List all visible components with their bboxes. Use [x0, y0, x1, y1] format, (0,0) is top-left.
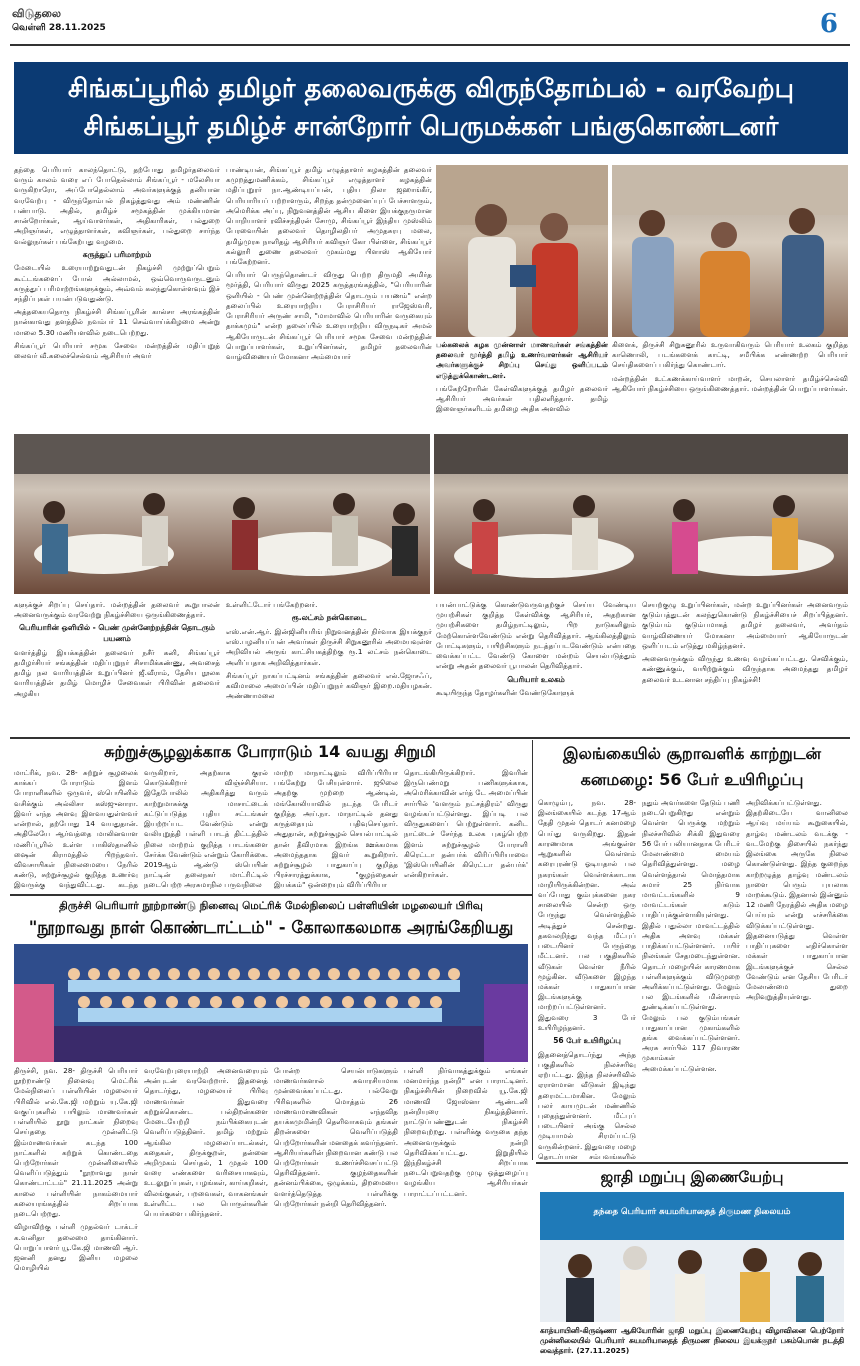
- lead-bottom-column-4: [642, 600, 848, 732]
- lead-paragraph: பயன்பாட்டுக்கு கொண்டுவருவதற்குச் செய்ய வேண்டிய முயற்சிகள் குறித்த கேள்விக்கு ஆசிரியர், அதற்கான முயற்சிகளை தமிழ்நாட்டிலும், பிற நாடுகளிலும் மேற்கொள்ளவேண்டும் என்று தெரிவித்தார். ஆங்கிலத்திலும் போட்டிகளும், பயிற்சிகளும் நடத்தப்படவேண்டும் என்பதை வைக்கப்பட்ட வேண்டு கோளை மன்றம் செயல்படுத்தும் என்று அதன் தலைவர் பூபாலன் தெரிவித்தார்.: [436, 600, 636, 671]
- lead-paragraph: சிங்கப்பூர் நாகப்பட்டினம் சங்கத்தின் தலைவர் எல்.ஜோசஃப், கவிமாலை அமைப்பின் மதிப்புறுநர் கவிஞர் இறை.மதியழகன். அண்ணாமலை: [226, 670, 432, 701]
- lead-subheading: கருத்துப் பரிமாற்றம்: [82, 249, 152, 259]
- lead-column-2: [226, 165, 432, 430]
- lead-bottom-column-1: [14, 600, 220, 732]
- lead-photo-audience-left: [14, 434, 430, 594]
- photo-audience-illustration: [14, 434, 430, 594]
- story5-caption: காத்யாயினி-கிருஷ்ணா ஆகியோரின் ஜாதி மறுப்பு இணையேற்பு விழாவினை பெற்றோர் முன்னிலையில் பெரியார் சுயமரியாதைத் திருமண நிலைய இயக்குநர் பசும்பொன் நடத்தி வைத்தார். (27.11.2025): [540, 1326, 844, 1356]
- lead-headline-2: சிங்கப்பூர் தமிழ்ச் சான்றோர் பெருமக்கள் பங்குகொண்டனர்: [83, 112, 779, 142]
- lead-paragraph: கூடியிருந்த தோழர்களின் வேண்டுகோளுக்: [436, 688, 575, 698]
- lead-subheading: பெரியார் உலகம்: [507, 674, 565, 684]
- lead-paragraph: களுக்குச் சிறப்பு செய்தார். மன்றத்தின் தலைவர் கூறுபாலன் அனைவருக்கும் வரவேற்று நிகழ்ச்சியை ஒருங்கிணைத்தார்.: [14, 600, 220, 620]
- story4-column-2: வரவேற்புரையாற்றி அனைவரையும் அன்புடன் வரவேற்றார். இதனைத் தொடர்ந்து, மழலையர் பிரிவு மாணவர்கள் இதுவரை கற்றுக்கொண்ட பல்திறன்களை மேடையேற்றி நம்பிக்கையுடன் வெளிப்படுத்தினர். தமிழ் மற்றும் ஆங்கில மழலைப்பாடல்கள், கதைகள், திருக்குறள், தன்னை அறிமுகம் செய்தல், 1 முதல் 100 வரை எண்களை வரிசையாகவும், உடலுறுப்புகள், பழங்கள், காய்கறிகள், விலங்குகள், பறவைகள், வாகனங்கள் உள்ளிட்ட பல பொருள்களின் பெயர்களை பகிர்ந்தனர்.: [144, 1066, 268, 1219]
- photo-people-illustration: [436, 165, 608, 337]
- story2-column-3: மாற்ற மாநாட்டிலும் விரிப்பிரியா பங்கேற்று பேசியுள்ளார். ஜூலை அதற்கு முற்றை ஆண்டில், மங்கோலியாவில் நடந்த பேரிடர் குறித்த அய்.நா. மாநாட்டில் தனது கருத்தையும் பதிவுசெய்தார். அதுதான், சுற்றுச்சூழல் செயல்பாட்டில் தான் தீவிரமாக இறங்க ஊக்கமாக அமைந்ததாக இவர் கூறுகிறார். சுற்றுச்சூழல் பாதுகாப்பு குறித்த பிரச்சாரத்துக்காக, "குழந்தைகள் இயக்கம்" ஒன்றையும் விரிப்பிரியா: [274, 768, 398, 890]
- lead-headline-1: சிங்கப்பூரில் தமிழர் தலைவருக்கு விருந்தோம்பல் - வரவேற்பு: [67, 74, 795, 104]
- lead-photo2-caption: [612, 340, 848, 432]
- story3-paragraph: இதனைத்தொடர்ந்து அந்த பகுதிகளில் நிலச்சரிவு ஏற்பட்டது. இந்த நிலச்சரிவில் ஏராளமான வீடுகள் இடிந்து தரைமட்டமாகின. மேலும் பலர் காயமுடன் மண்ணில் புதைந்துள்ளனர். மீட்புப் படையினர் அங்கு செல்ல முடியாமல் சிரமப்பட்டு வருகின்றனர். இதுவரை மழை தொடர்பான சம்பவங்களில்: [538, 1049, 636, 1160]
- lead-photo1-caption: [436, 340, 608, 432]
- photo-audience-illustration: [434, 434, 848, 594]
- masthead: [0, 0, 860, 46]
- story4-headline-1: திருச்சி பெரியார் நூற்றாண்டு நினைவு மெட்ரிக் மேல்நிலைப் பள்ளியின் மழலையர் பிரிவு: [59, 900, 483, 912]
- lead-paragraph: வளர்த்திழ் இயக்கத்தின் தலைவர் நசீர் கனி, சிங்கப்பூர் தமிழர்சியர் சங்கத்தின் மதிப்புறுநர் சிசாமிக்கண்ணு, அவசைத் தமிழ் நல வாரியத்தின் உறுப்பினர் ஜீ.வீராம், தேசிய நூலக வாரியத்தின் தமிழ் மொழிச் சேவைகள் பிரிவின் தலைவர் அழகிய: [14, 647, 220, 698]
- lead-paragraph: அத்தகையதொரு நிகழ்ச்சி சிங்கப்பூரின் கால்சா அரங்கத்தின் நான்காவது தளத்தில் நவம்பர் 11 செவ்வாய்க்கிழமை அன்று மாலை 5.30 மணியளவில் நடைபெற்றது.: [14, 307, 220, 337]
- section-rule: [10, 737, 850, 739]
- lead-paragraph: கிளைக், திருச்சி சிறுகனூரில் உருவாகிவரும் பெரியார் உலகம் குறித்த காணொலி, படங்களைக் காட்டி, சமீபிக்க எண்ணற்ற பெரியார் செய்திகளைப் பகிர்ந்து கொண்டார்.: [612, 340, 848, 370]
- story2-headline: சுற்றுச்சூழலுக்காக போராடும் 14 வயது சிறுமி: [104, 742, 436, 761]
- story3-paragraph: நதும் அவர்களை தேடும் பணி நடைபெறுகிறது என்றும் வெள்ள பெருக்கு மற்றும் நிலச்சரிவில் சிக்கி இதுவரை 56 பேர் பலியானதாக பேரிடர் மேலாண்மை மையம் தெரிவித்துள்ளது. மழை வெள்ளத்தால் மொத்தமாக சுமார் 25 நிர்வாக மாவட்டங்களில் 9 மாவட்டங்கள் கடும் பாதிப்புக்குள்ளாகியுள்ளது. இதில் பதுல்லா மாவட்டத்தில் அதிக அளவு மக்கள் பாதிக்கப்பட்டுள்ளனர். பயிர் நிலங்கள் சேதமடைந்துள்ளன. தொடர் மழையின் காரணமாக பள்ளிகளுக்கும் விடுமுறை அளிக்கப்பட்டுள்ளது. மேலும் பல இடங்களில் மின்சாரம் துண்டிக்கப்பட்டுள்ளது. மேலும் பல குடும்பங்கள் பாதுகாப்பான முகாம்களில் தங்க வைக்கப்பட்டுள்ளனர். அரசு சார்பில் 117 நிவாரண முகாம்கள் அமைக்கப்பட்டுள்ளன.: [642, 798, 740, 1073]
- story3-headline-2: கனமழை: 56 பேர் உயிரிழப்பு: [580, 770, 804, 789]
- story4-column-4: பள்ளி நிர்வாகத்துக்கும் எங்கள் மனமார்ந்த நன்றி" என பாராட்டினர். நிகழ்ச்சியின் நிறைவில் யூ.கே.ஜி மாணவி ஜோஸ்னா ஆண்டனி நன்றியுரை நிகழ்த்தினார். நாட்டுப்பண்ணுடன் நிகழ்ச்சி நிறைவுற்றது. பள்ளிக்கு வருகை தந்த அனைவருக்கும் நன்றி தெரிவிக்கப்பட்டது. இறுதியில் இந்நிகழ்ச்சி சிறப்பாக நடைபெறுவதற்கு முழு ஒத்துழைப்பு வழங்கிய ஆசிரியர்கள் பாராட்டப்பட்டனர்.: [404, 1066, 528, 1198]
- lead-bottom-column-3: [436, 600, 636, 732]
- story5-banner: தந்தை பெரியார் சுயமரியாதைத் திருமண நிலையம்: [593, 1207, 791, 1217]
- story3-subheading: 56 பேர் உயிரிழப்பு: [553, 1036, 621, 1046]
- story3-column-1: [538, 798, 636, 1160]
- lead-paragraph: மேடையில் உரையாற்றுவதுடன் நிகழ்ச்சி முற்றுப்பெறும் கூட்டங்களைப் போல் அல்லாமல், ஒவ்வொருவருடனும் கருத்துப் பரிமாற்றங்களுக்கும், அவ்வம் கலந்துகொள்ளவும் இச் சந்திப்புகள் பயன்படுவதுண்டு.: [14, 263, 220, 304]
- story2-column-4: தொடங்கியிருக்கிறார். இவரின் இருபெண்மறு பணிகளுக்காக, அமெரிக்காவின் எர்த் டே அமைப்பின் சார்பில் 'வளரும் நட்சத்திரம்' விருது வழங்கப்பட்டுள்ளது. இப்படி பல விருதுகளைப் பெற்றுள்ளார். கனிட நாட்டைச் சேர்ந்த உலக புகழ்பெற்ற இளம் சுற்றுச்சூழல் போராளி கிரெட்டா தன்பர்க் விரிப்பிரியாவை 'இஸ்பெயினின் கிரெட்டா தன்பர்க்' என்கிறார்கள்.: [404, 768, 528, 880]
- lead-paragraph: தந்தை பெரியார் காலந்தொட்டு, தற்போது தமிழர்தலைவர் வரும் காலம் வரை எப் போதெல்லாம் சிங்கப்பூர் - மலேசியா வருகிறாரோ, அப்போதெல்லாம் அவர்களுக்குத் தனியான வரவேற்பு - விருந்தோம்பல் நிகழ்த்துவது அம் மண்ணின் பண்பாடு. அதில், தமிழ்ச் சமூகத்தின் முக்கியமான சான்றோர்கள், ஆய்வாளர்கள், அதிகாரிகள், பல்துறை அறிஞர்கள், எழுத்தாளர்கள், கவிஞர்கள், பல்துறை சார்ந்த வல்லுநர்கள் பங்கேற்பது வழமை.: [14, 165, 220, 246]
- story4-paragraph: திருச்சி, நவ. 28- திருச்சி பெரியார் நூற்றாண்டு நினைவு மெட்ரிக் மேல்நிலைப் பள்ளியின் மழலையர் பிரிவில் எல்.கே.ஜி மற்றும் யு.கே.ஜி வகுப்புகளில் பயிலும் மாணவர்கள் பள்ளியில் நூறு நாட்கள் நிறைவு செய்ததை முன்னிட்டு இம்மாணவர்கள் கடந்த 100 நாட்களில் கற்றுக் கொண்டதை பெற்றோர்கள் முன்னிலையில் வெளிப்படுத்தும் "நூறாவது நாள் கொண்டாட்டம்" 21.11.2025 அன்று காலை பள்ளியின் நாகம்மையார் கலையரங்கத்தில் சிறப்பாக நடைபெற்றது.: [14, 1066, 138, 1219]
- photo-caption: பல்கலைக் கழக முன்னாள் மாணவர்கள் சங்கத்தின் தலைவர் மூர்த்தி தமிழ் உணர்வாளர்கள் ஆசிரியர் அவர்களுக்குச் சிறப்பு செய்து ஒளிப்படம் எடுத்துக்கொண்டனர்.: [436, 340, 608, 380]
- lead-photo-award: [436, 165, 608, 337]
- story2-column-2: வருகிறார், அதற்காக குரல் கொடுக்கிறார் விஞ்ச்சிசியா. இதேபோலில் அதிகரித்து வரும் காற்றுமாசுக்கு மாசாட்டைக் கட்டுப்படுத்த புதிய சட்டங்கள் இயற்றப்பட வேண்டும் என்று வலியுறுத்தி பள்ளி பாடத் திட்டத்தில் நிலை மாற்றம் குறித்த பாடங்களை சேர்க்க வேண்டும் என்றும் கோரிக்கை. 2019ஆம் ஆண்டு ஸ்பெயின் நாட்டின் தலைநகர் மாட்ரிட்டில் நடைபெற்ற அரசுமாநில பருவநிலை: [144, 768, 268, 890]
- section-rule: [10, 894, 532, 896]
- lead-headline-band: [14, 62, 848, 154]
- lead-paragraph: சிங்கப்பூர் பெரியார் சமூக சேவை மன்றத்தின் மதிப்புறுத் லைவர் வீ.கலைச்செல்வம் ஆசிரியர் அவர்: [14, 340, 220, 361]
- story3-column-2: [642, 798, 740, 1160]
- lead-paragraph: அனைவருக்கும் விருந்து உணவு வழங்கப்பட்டது. செவிக்கும், கண்ணுக்கும், வயிற்றுக்கும் விருந்தாக அமைந்தது தமிழர் தலைவர் உடனான சந்திப்பு நிகழ்ச்சி!: [642, 654, 848, 684]
- story4-headline-2: "நூறாவது நாள் கொண்டாட்டம்" - கோலாகலமாக அரங்கேறியது: [28, 918, 514, 937]
- story4-photo: [14, 944, 528, 1062]
- masthead-rule: [10, 44, 850, 46]
- story5-headline: ஜாதி மறுப்பு இணையேற்பு: [600, 1168, 784, 1186]
- story3-headline-1: இலங்கையில் சூறாவளிக் காற்றுடன்: [563, 744, 821, 763]
- lead-subheading: பெரியாரின் ஒளியில் - பெண் முன்னேற்றத்தின் தொடரும் பயணம்: [19, 623, 215, 644]
- lead-paragraph: உள்ளிட்டோர் பங்கேற்றனர்.: [226, 600, 318, 609]
- paper-name: விடுதலை: [12, 7, 62, 20]
- lead-photo-audience-right: [434, 434, 848, 594]
- story5-box: [536, 1162, 848, 1362]
- story4-column-3: போன்ற செயல்பாடுகளும் மாணவர்களால் சுவாரசியமாக முன்வைக்கப்பட்டது. பல்வேறு பிரிவுகளில் மொத்தம் 26 மாணவமாணவிகள் எந்தவித தயக்கமுமின்றி தெளிவாகவும் தங்கள் திறன்களை வெளிப்படுத்தி பெற்றோர்களின் மனதைக் கவர்ந்தனர். ஆசிரியர்களின் நிறைவான கண்டு பல பெற்றோர்கள் உணர்ச்சிவசப்பட்டு தெரிவித்தனர். குழந்தைகளின் தன்னம்பிக்கை, ஒழுக்கம், திறமையை வளர்த்தெடுத்த பள்ளிக்கு பெற்றோர்கள் நன்றி தெரிவித்தனர்.: [274, 1066, 398, 1208]
- lead-paragraph: பெரியார் பெருந்தொண்டர் விருது பெற்ற திருமதி அமிர்த மூர்த்தி, பெரியார் விருது 2025 கருத்தரங்கத்தில், "பெரியாரின் ஒளியில் - பெண் முன்னேற்றத்தின் தொடரும் பயணம்" என்ற தலைப்பில் உரையாற்றிய பேராசிரியர் ராஜேஸ்வரி, பேராசிரியர் அருண் சாமி, "மாமாவில் பெரியாரின் வருகையும் தாக்கமும்" என்ற தலைப்பில் உரையாற்றிய விருநடிகர் அமல் ஆகியோருடன் சிங்கப்பூர் பெரியார் சமூக சேவை மன்றத்தின் பொறுப்பாளர்கள், உறுப்பினர்கள், தமிழர் தலைவரின் வாழ்விணையர் மோகனா அம்மையார்: [226, 270, 432, 361]
- story3-paragraph: கொழும்பு, நவ. 28- இலங்கையில் கடந்த 17ஆம் தேதி முதல் தொடர் கனமழை பெய்து வருகிறது. இதன் காரணமாக அங்குள்ள ஆறுகளில் வெள்ளம் கரைபுரண்டு ஓடியதால் பல நகரங்கள் வெள்ளக்காடாக மாறியிருக்கின்றன. அவ் வப்போது கும்புக்கனை நகர சாலையில் சென்ற ஒரு பேருந்து வெள்ளத்தில் அடித்துச் சென்றது. தகவலறிந்து வந்த மீட்புப் படையினர் பேருந்தை மீட்டனர். பல பகுதிகளில் வீடுகள் வெள்ள நீரில் மூழ்கின. வீடுகளை இழந்த மக்கள் பாதுகாப்பான இடங்களுக்கு மாற்றப்பட்டுள்ளனர். இதுவரை 3 பேர் உயிரிழந்தனர்.: [538, 798, 636, 1032]
- story2-column-1: மாட்ரிக், நவ. 28- சுற்றுச் சூழலைக் காக்கப் போராடும் இளம் போராளிகளில் ஒருவர், ஸ்பெயினில் வசிக்கும் அல்லிசா கஸ்ஜுனாரா. இவர் எந்த அளவு இளவயதுள்ளவர் என்றால், தற்போது 14 வயதுதான். அதிலேயே ஆர்வத்தை மாலினவாள மணிப்பூரில் உள்ள பாகிஸ்தானில் ஷைன் கிராமத்தில் பிறந்தவர். விவசாயிகள் நிலைமையை நேரில் கண்டு, சுற்றுச்சூழல் குறித்த உணர்வு இவருக்கு வந்துவிட்டது. கடந்த: [14, 768, 138, 890]
- lead-photo-honour: [612, 165, 848, 337]
- story3-paragraph: அறிவிக்கப்பட்டுள்ளது. இதற்கிடையே வானிலை ஆய்வு மய்யம் கூறுகையில், தாழ்வு மண்டலம் வடக்கு - வடமேற்கு திசையில் நகர்ந்து இலங்கை அருகே நிலை கொண்டுள்ளது. இந்த குறைந்த காற்றழுத்த தாழ்வு மண்டலம் நாளை பெரும் புயலாக மாறக்கூடும். இதனால் இன்னும் 12 மணி நேரத்தில் அதிக மழை பெய்யும் என்று எச்சரிக்கை விடுக்கப்பட்டுள்ளது. இதனையடுத்து வெள்ள பாதிப்புகளை எதிர்கொள்ள மக்கள் பாதுகாப்பான இடங்களுக்குச் செல்ல வேண்டும் என தேசிய பேரிடர் மேலாண்மை துறை அறிவுறுத்தியுள்ளது.: [746, 798, 848, 1002]
- photo-people-illustration: [612, 165, 848, 337]
- lead-column-1: [14, 165, 220, 430]
- story5-photo: [540, 1192, 844, 1322]
- lead-paragraph: எஸ்.என்.ஆர். இன்ஜினியரிங் நிறுவனத்தின் நிர்வாக இயக்குநர் எஸ்.பழனியப்பன் அவர்கள் திருச்சி சிறுகனூரில் அமையவுள்ள அறிவியல் அருங் காட்சியகத்திற்கு ரூ.1 லட்சம் நன்கொடை அளிப்பதாக அறிவித்தார்கள்.: [226, 626, 432, 667]
- lead-subheading: ரூ.லட்சம் நன்கொடை: [291, 613, 367, 623]
- lead-paragraph: செயற்குழு உறுப்பினர்கள், மன்ற உறுப்பினர்கள் அனைவரும் குடும்பத்துடன் கலந்துகொண்டு நிகழ்ச்சியைச் சிறப்பித்தனர். குடும்பம் குடும்பமாகத் தமிழர் தலைவர், அவர்தம் வாழ்விணையர் மோகனா அம்மையார் ஆகியோருடன் ஒளிப்படம் எடுத்து மகிழ்ந்தனர்.: [642, 600, 848, 650]
- story4-column-1: [14, 1066, 138, 1362]
- column-divider: [532, 740, 533, 1160]
- story4-paragraph: விழாவிற்கு பள்ளி முதல்வர் டாக்டர் க.வனிதா தலைமை தாங்கினார். பொறுப்பாளர் யூ.கே.ஜி மாணவி ஆர். ஜனனி தனது இனிய மழலை மொழியில்: [14, 1222, 138, 1273]
- story3-column-3: [746, 798, 848, 1160]
- issue-date: வெள்ளி 28.11.2025: [12, 23, 106, 33]
- page-number: 6: [819, 9, 838, 39]
- photo-children-illustration: [14, 944, 528, 1062]
- lead-paragraph: பங்கேற்றோரின் கேள்விகளுக்குத் தமிழர் தலைவர் ஆசிரியர் அவர்கள் பதிலளித்தார். தமிழ் இளைஞர்களிடம் தமிழை அதிக அளவில்: [436, 383, 608, 414]
- lead-paragraph: மன்றத்தின் உட்கணக்காய்வாளர் மாறன், செயலாளர் தமிழ்ச்செல்வி ஆகியோர் நிகழ்ச்சியை ஒருங்கிணைத்தார். மன்றத்தின் பொறுப்பாளர்கள்.: [612, 373, 848, 393]
- lead-paragraph: பாண்டியன், சிங்கப்பூர் தமிழ் எழுத்தாளர் கழகத்தின் தலைவர் கமுறத்துமணிக்கம், சிங்கப்பூர் எழுத்தாளர் கழகத்தின் மதிப்புறுரர் நா.ஆண்டியப்பன், புதிய நிலா ஜஹாங்கீர், பெரியாரியப் பற்றாளரும், சிறந்த தன்முனைப்புப் பேச்சாளரும், அமெரிக்க அப்பு, நிறுவனத்தின் ஆசிய கிளை இயக்குநருமான பொறியாளர் ரவிச்சந்திரன் சோமு, சிங்கப்பூர் இந்திய முஸ்லிம் பேரவையின் தலைவர் தொழிலதிபர் அமுதசுரபு மலை, தமிழ்முரசு நாளிதழ் ஆசிரியர் கவிஞர் கோ பிள்ளை, சிங்கப்பூர் கல்லூரி துணை தலைவர் முகம்மது பிளாஸ் ஆகியோர் பங்கேற்றனர்.: [226, 165, 432, 266]
- lead-bottom-column-2: [226, 600, 432, 732]
